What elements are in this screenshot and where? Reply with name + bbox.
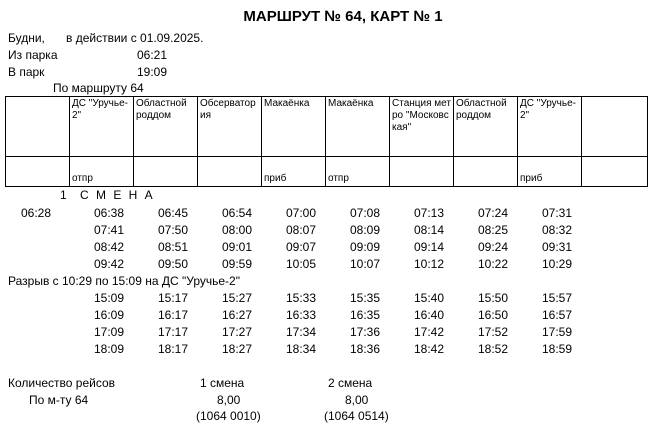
time-cell: 10:12	[413, 257, 445, 271]
stop-name: Обсерватория	[198, 97, 262, 157]
time-cell: 15:50	[477, 291, 509, 305]
time-cell: 07:13	[413, 206, 445, 220]
to-park-label: В парк	[8, 65, 45, 79]
time-cell: 15:27	[221, 291, 253, 305]
time-cell: 16:27	[221, 308, 253, 322]
time-cell: 08:07	[285, 223, 317, 237]
stops-header-table	[5, 96, 648, 187]
time-cell: 18:09	[93, 342, 125, 356]
time-cell: 17:27	[221, 325, 253, 339]
time-cell: 16:40	[413, 308, 445, 322]
stop-mark	[198, 157, 262, 187]
time-cell: 18:36	[349, 342, 381, 356]
time-cell: 18:34	[285, 342, 317, 356]
stop-name: ДС "Уручье-2"	[518, 97, 582, 157]
time-cell: 18:17	[157, 342, 189, 356]
time-cell: 17:52	[477, 325, 509, 339]
time-cell: 09:14	[413, 240, 445, 254]
time-cell: 17:34	[285, 325, 317, 339]
time-cell: 16:57	[541, 308, 573, 322]
shift1-start-time: 06:28	[21, 206, 52, 220]
from-park-label: Из парка	[8, 48, 58, 62]
time-cell: 17:36	[349, 325, 381, 339]
shift2-summary-label: 2 смена	[328, 376, 373, 390]
to-park-time: 19:09	[137, 65, 168, 79]
time-cell: 10:05	[285, 257, 317, 271]
time-cell: 08:32	[541, 223, 573, 237]
time-cell: 09:50	[157, 257, 189, 271]
stop-mark: приб	[518, 157, 582, 187]
route-label: По маршруту 64	[53, 81, 144, 95]
stop-name	[582, 97, 648, 157]
from-park-time: 06:21	[137, 48, 168, 62]
effective-date: в действии с 01.09.2025.	[66, 31, 204, 45]
time-cell: 17:59	[541, 325, 573, 339]
stop-name: Областной роддом	[454, 97, 518, 157]
shift2-count: 8,00	[345, 393, 369, 407]
shift2-code: (1064 0514)	[324, 409, 389, 423]
stop-mark	[454, 157, 518, 187]
time-cell: 06:38	[93, 206, 125, 220]
time-cell: 15:17	[157, 291, 189, 305]
time-cell: 10:29	[541, 257, 573, 271]
time-cell: 07:24	[477, 206, 509, 220]
time-cell: 17:09	[93, 325, 125, 339]
time-cell: 08:14	[413, 223, 445, 237]
time-cell: 15:09	[93, 291, 125, 305]
time-cell: 16:35	[349, 308, 381, 322]
page-title: МАРШРУТ № 64, КАРТ № 1	[243, 8, 443, 25]
time-cell: 08:25	[477, 223, 509, 237]
day-type: Будни,	[8, 31, 45, 45]
time-cell: 06:54	[221, 206, 253, 220]
shift1-label: С М Е Н А	[80, 188, 155, 202]
time-cell: 08:09	[349, 223, 381, 237]
stop-mark: отпр	[70, 157, 134, 187]
time-cell: 15:35	[349, 291, 381, 305]
stop-name: Станция метро "Московская"	[390, 97, 454, 157]
time-cell: 07:31	[541, 206, 573, 220]
time-cell: 18:59	[541, 342, 573, 356]
stop-mark	[6, 157, 70, 187]
time-cell: 18:42	[413, 342, 445, 356]
time-cell: 06:45	[157, 206, 189, 220]
time-cell: 08:51	[157, 240, 189, 254]
time-cell: 15:33	[285, 291, 317, 305]
stop-name: Областной роддом	[134, 97, 198, 157]
time-cell: 17:17	[157, 325, 189, 339]
shift1-number: 1	[60, 188, 67, 202]
time-cell: 07:08	[349, 206, 381, 220]
stop-mark: отпр	[326, 157, 390, 187]
time-cell: 18:27	[221, 342, 253, 356]
time-cell: 09:07	[285, 240, 317, 254]
stop-name	[6, 97, 70, 157]
time-cell: 07:00	[285, 206, 317, 220]
time-cell: 08:00	[221, 223, 253, 237]
time-cell: 16:09	[93, 308, 125, 322]
time-cell: 16:33	[285, 308, 317, 322]
time-cell: 15:57	[541, 291, 573, 305]
shift1-count: 8,00	[217, 393, 241, 407]
time-cell: 09:24	[477, 240, 509, 254]
stop-name: Макаёнка	[262, 97, 326, 157]
route-summary-label: По м-ту 64	[29, 393, 89, 407]
time-cell: 09:31	[541, 240, 573, 254]
time-cell: 10:22	[477, 257, 509, 271]
time-cell: 09:59	[221, 257, 253, 271]
time-cell: 18:52	[477, 342, 509, 356]
stop-mark	[134, 157, 198, 187]
trips-label: Количество рейсов	[8, 376, 116, 390]
time-cell: 09:01	[221, 240, 253, 254]
time-cell: 07:41	[93, 223, 125, 237]
shift1-summary-label: 1 смена	[200, 376, 245, 390]
stop-name: Макаёнка	[326, 97, 390, 157]
time-cell: 16:50	[477, 308, 509, 322]
time-cell: 15:40	[413, 291, 445, 305]
stop-name: ДС "Уручье-2"	[70, 97, 134, 157]
time-cell: 09:42	[93, 257, 125, 271]
time-cell: 09:09	[349, 240, 381, 254]
time-cell: 10:07	[349, 257, 381, 271]
time-cell: 16:17	[157, 308, 189, 322]
time-cell: 17:42	[413, 325, 445, 339]
break-note: Разрыв с 10:29 по 15:09 на ДС "Уручье-2"	[8, 274, 240, 288]
stop-mark: приб	[262, 157, 326, 187]
stop-mark	[582, 157, 648, 187]
time-cell: 08:42	[93, 240, 125, 254]
time-cell: 07:50	[157, 223, 189, 237]
stop-mark	[390, 157, 454, 187]
shift1-code: (1064 0010)	[196, 409, 261, 423]
